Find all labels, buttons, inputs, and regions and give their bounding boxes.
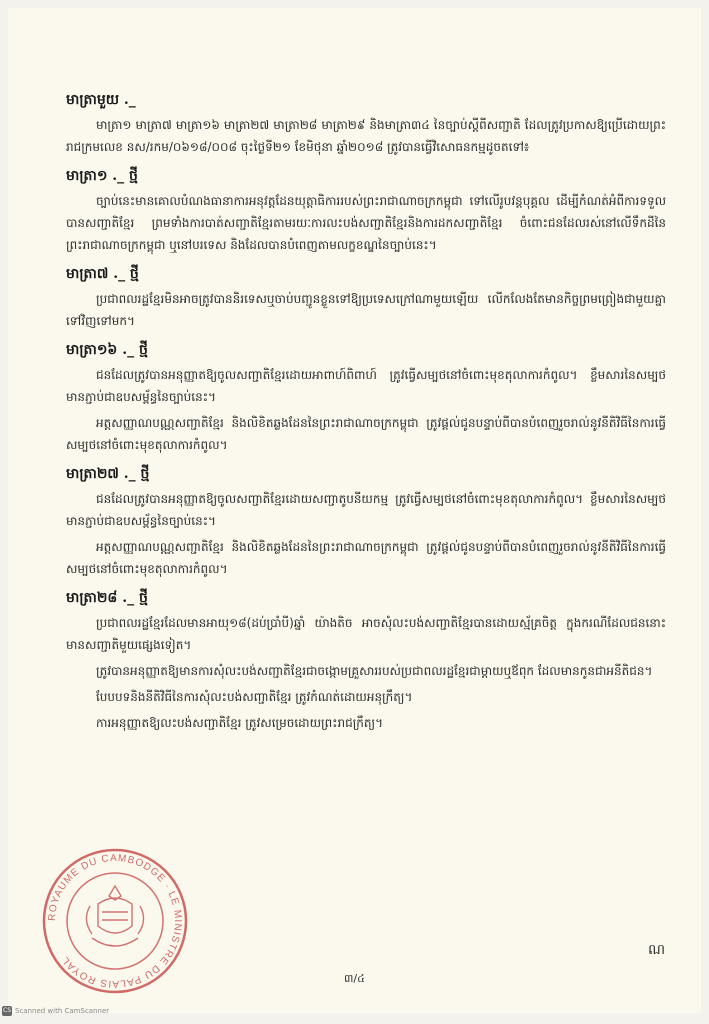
article-paragraph: ប្រជាពលរដ្ឋខ្មែរដែលមានអាយុ១៨(ដប់ប្រាំបី)ឆ្នាំ យ៉ាងតិច អាចសុំលះបង់សញ្ជាតិខ្មែរបានដោយស្ម័គ្រចិត្ត ក្នុងករណីដែលជននោះមានសញ្ជាតិមួយផ្សេងទៀត។	[66, 616, 666, 652]
article-paragraph: អត្តសញ្ញាណបណ្ណសញ្ជាតិខ្មែរ និងលិខិតឆ្លងដែននៃព្រះរាជាណាចក្រកម្ពុជា ត្រូវផ្ដល់ជូនបន្ទាប់ពីបានបំពេញរួចរាល់នូវនីតិវិធីនៃការធ្វើសម្បថនៅចំពោះមុខតុលាការកំពូល។	[66, 416, 666, 452]
article-section	[66, 90, 666, 158]
royal-seal-stamp	[40, 846, 190, 996]
article-heading: មាត្រា៧ ._ ថ្មី	[66, 266, 139, 282]
article-heading: មាត្រា២៧ ._ ថ្មី	[66, 466, 150, 482]
article-paragraph: ប្រជាពលរដ្ឋខ្មែរមិនអាចត្រូវបាននិរទេសឬចាប់បញ្ជូនខ្លួនទៅឱ្យប្រទេសក្រៅណាមួយឡើយ លើកលែងតែមានកិច្ចព្រមព្រៀងជាមួយគ្នាទៅវិញទៅមក។	[66, 292, 666, 328]
document-body	[66, 90, 666, 742]
article-section	[66, 464, 666, 580]
article-paragraph: ការអនុញ្ញាតឱ្យលះបង់សញ្ជាតិខ្មែរ ត្រូវសម្រេចដោយព្រះរាជក្រឹត្យ។	[96, 716, 383, 730]
article-paragraph: ច្បាប់នេះមានគោលបំណងធានាការអនុវត្តដែនយុត្តាធិការរបស់ព្រះរាជាណាចក្រកម្ពុជា ទៅលើរូបវន្តបុគ្គល ដើម្បីកំណត់អំពីការទទួលបានសញ្ជាតិខ្មែរ ព្រមទាំងការបាត់សញ្ជាតិខ្មែរតាមរយៈការលះបង់សញ្ជាតិខ្មែរនិងការដកសញ្ជាតិខ្មែរ ចំពោះជនដែលរស់នៅលើទឹកដីនៃព្រះរាជាណាចក្រកម្ពុជា ឬនៅបរទេស និងដែលបានបំពេញតាមលក្ខខណ្ឌនៃច្បាប់នេះ។	[66, 194, 666, 252]
article-section	[66, 166, 666, 256]
article-heading: មាត្រា១៦ ._ ថ្មី	[66, 342, 148, 358]
article-paragraph: អត្តសញ្ញាណបណ្ណសញ្ជាតិខ្មែរ និងលិខិតឆ្លងដែននៃព្រះរាជាណាចក្រកម្ពុជា ត្រូវផ្ដល់ជូនបន្ទាប់ពីបានបំពេញរួចរាល់នូវនីតិវិធីនៃការធ្វើសម្បថនៅចំពោះមុខតុលាការកំពូល។	[66, 540, 666, 576]
article-heading: មាត្រាមួយ ._	[66, 92, 136, 108]
article-section	[66, 588, 666, 734]
article-paragraph: ត្រូវបានអនុញ្ញាតឱ្យមានការសុំលះបង់សញ្ជាតិខ្មែរជាចង្កោមគ្រួសាររបស់ប្រជាពលរដ្ឋខ្មែរជាម្ដាយឬឪពុក ដែលមានកូនជាអនីតិជន។	[96, 664, 653, 678]
article-paragraph: ជនដែលត្រូវបានអនុញ្ញាតឱ្យចូលសញ្ជាតិខ្មែរដោយសញ្ជាតូបនីយកម្ម ត្រូវធ្វើសម្បថនៅចំពោះមុខតុលាការកំពូល។ ខ្លឹមសារនៃសម្បថ មានភ្ជាប់ជាឧបសម្ព័ន្ធនៃច្បាប់នេះ។	[66, 492, 666, 528]
article-paragraph: ជនដែលត្រូវបានអនុញ្ញាតឱ្យចូលសញ្ជាតិខ្មែរដោយអាពាហ៍ពិពាហ៍ ត្រូវធ្វើសម្បថនៅចំពោះមុខតុលាការកំពូល។ ខ្លឹមសារនៃសម្បថ មានភ្ជាប់ជាឧបសម្ព័ន្ធនៃច្បាប់នេះ។	[66, 368, 666, 404]
crest-emblem	[86, 886, 143, 946]
page-number: ៣/៤	[344, 972, 365, 985]
article-section	[66, 340, 666, 456]
camscanner-icon: CS	[3, 1007, 11, 1014]
article-heading: មាត្រា១ ._ ថ្មី	[66, 168, 138, 184]
signature-initials: ណ	[648, 942, 666, 958]
article-paragraph: មាត្រា១ មាត្រា៧ មាត្រា១៦ មាត្រា២៧ មាត្រា២៨ មាត្រា២៩ និងមាត្រា៣៤ នៃច្បាប់ស្ដីពីសញ្ជាតិ ដែលត្រូវប្រកាសឱ្យប្រើដោយព្រះរាជក្រមលេខ នស/រកម/០៦១៨/០០៨ ចុះថ្ងៃទី២១ ខែមិថុនា ឆ្នាំ២០១៨ ត្រូវបានធ្វើវិសោធនកម្មដូចតទៅ៖	[66, 118, 666, 154]
article-paragraph: បែបបទនិងនីតិវិធីនៃការសុំលះបង់សញ្ជាតិខ្មែរ ត្រូវកំណត់ដោយអនុក្រឹត្យ។	[96, 690, 413, 704]
scanner-label: Scanned with CamScanner	[15, 1007, 110, 1015]
seal-text: ROYAUME DU CAMBODGE · LE MINISTRE DU PALAIS ROYAL	[46, 852, 184, 990]
scanner-watermark	[2, 1006, 109, 1016]
article-section	[66, 264, 666, 332]
article-heading: មាត្រា២៨ ._ ថ្មី	[66, 590, 148, 606]
document-page	[8, 8, 701, 1013]
